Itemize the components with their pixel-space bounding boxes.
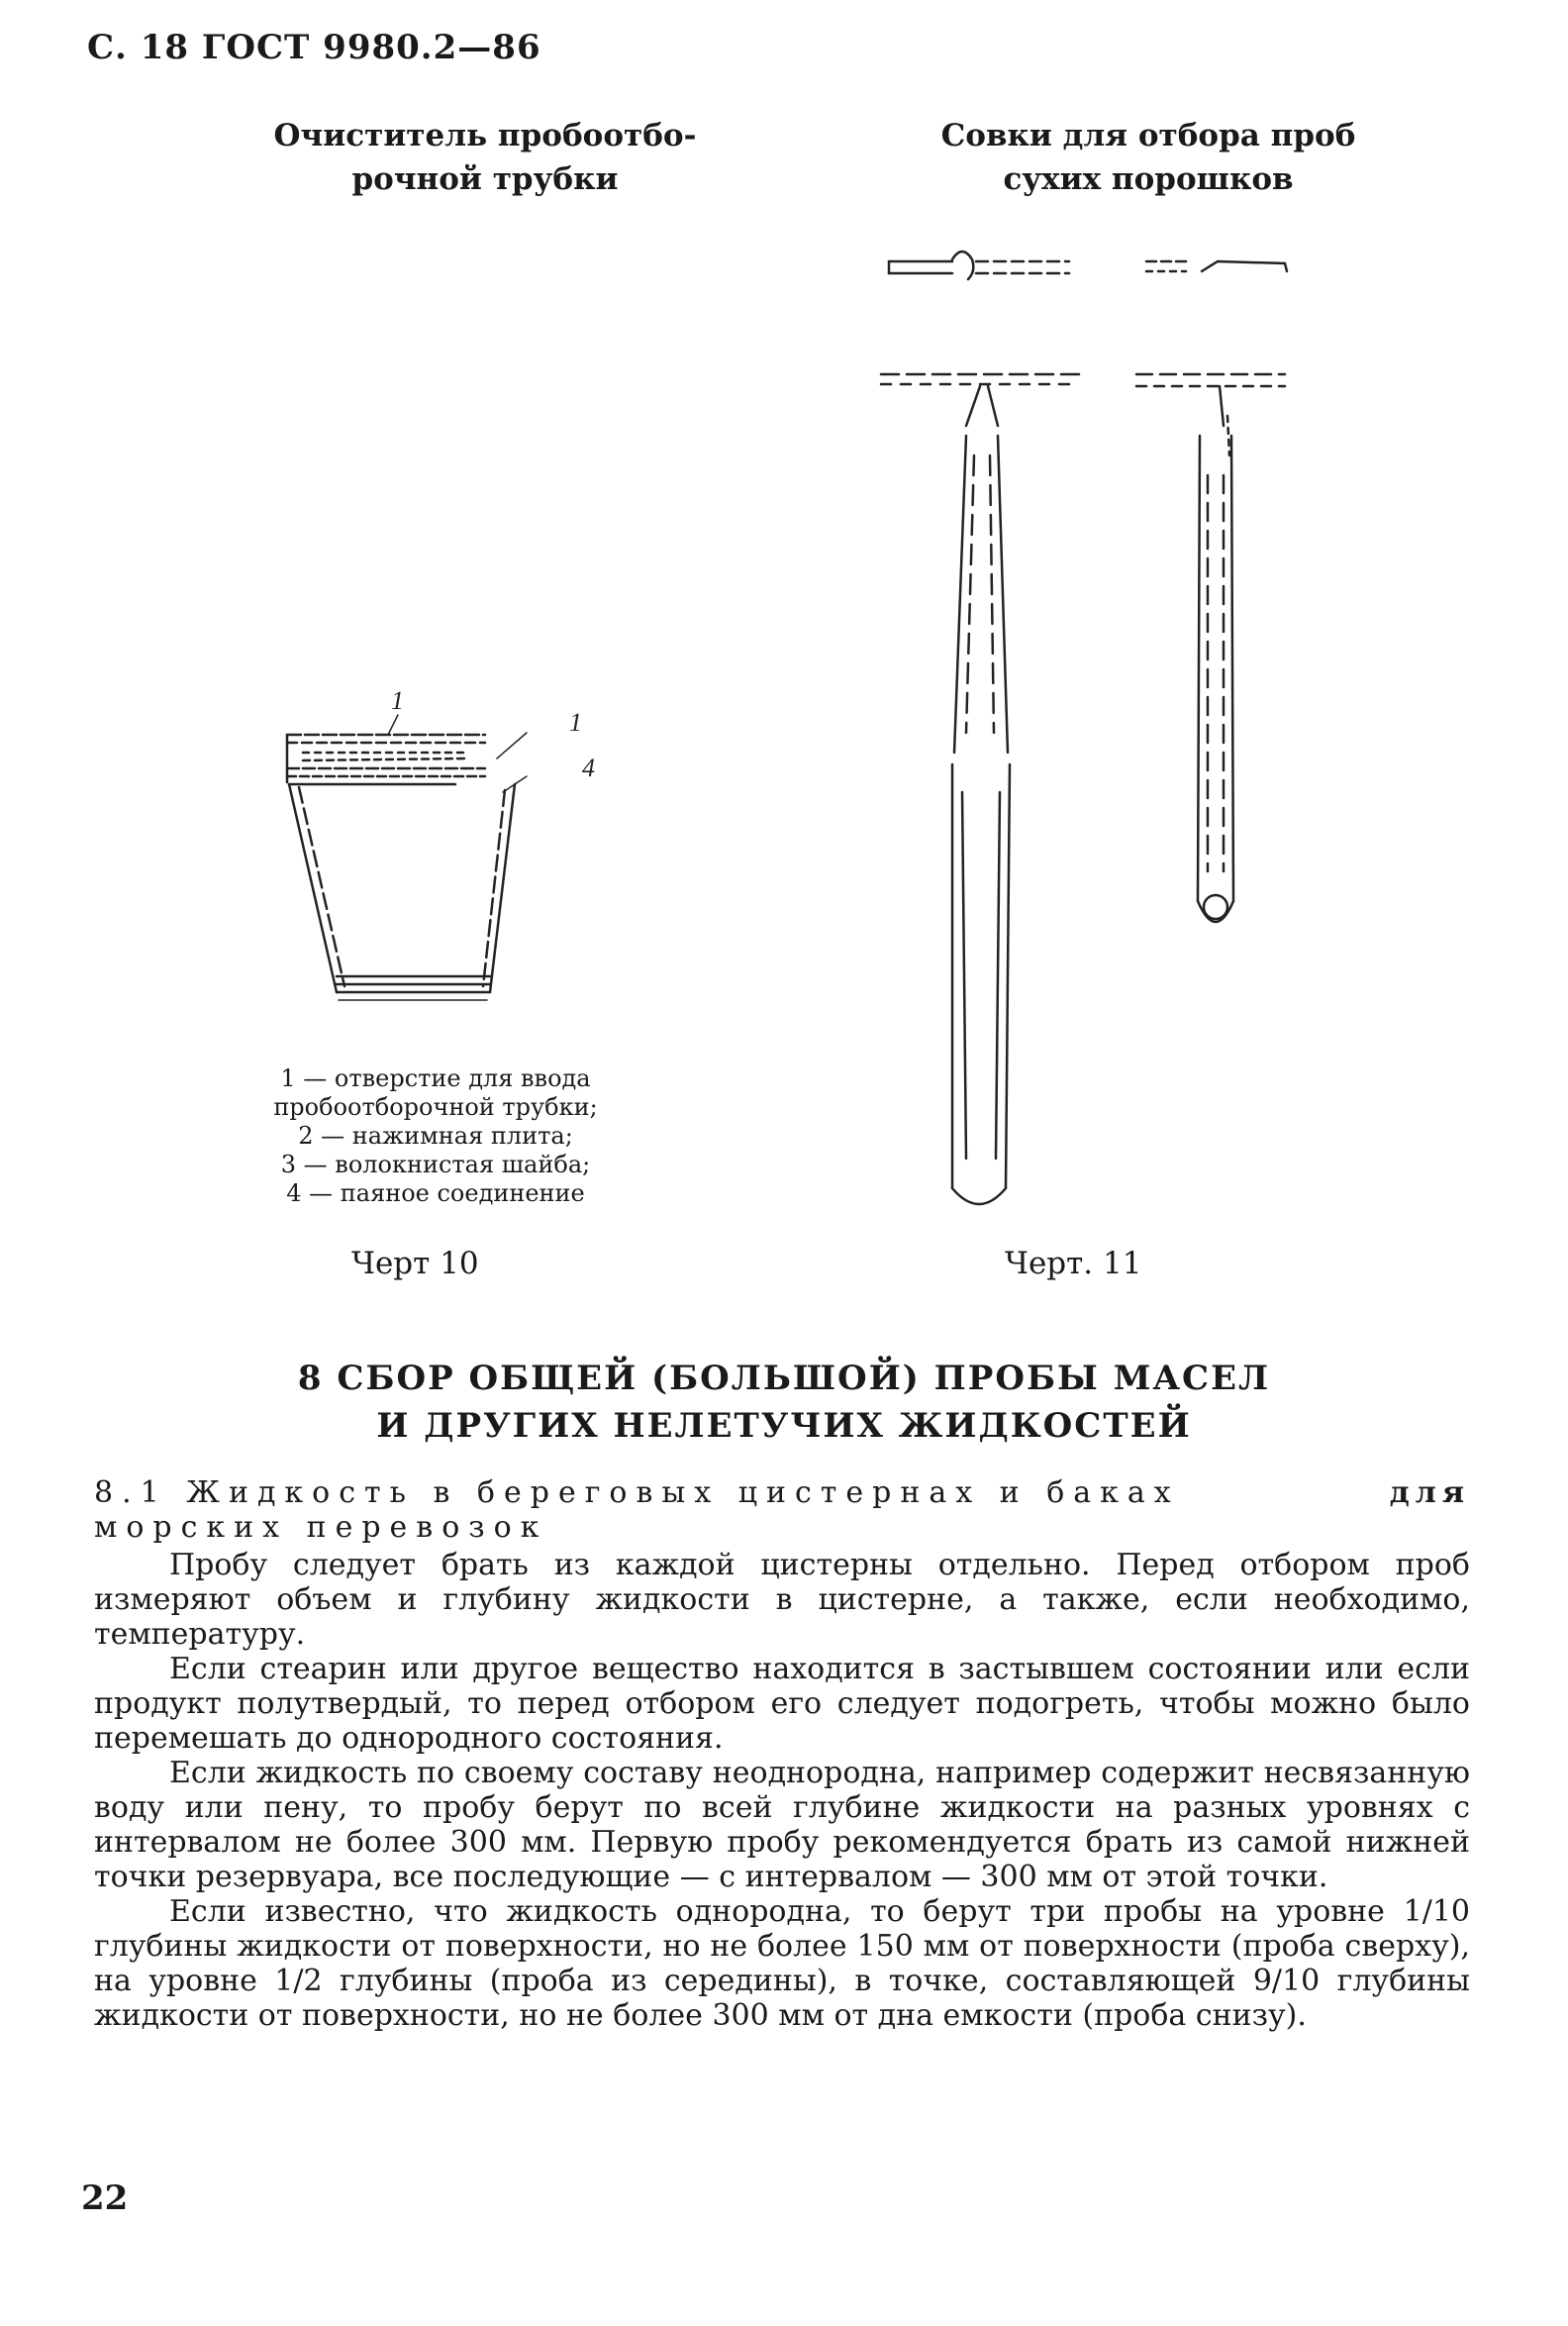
figure-10-caption: Черт 10 xyxy=(351,1246,479,1281)
figure-11-title-line2: сухих порошков xyxy=(1003,161,1294,197)
figure-10-drawing xyxy=(267,673,624,1030)
legend-line: 2 — нажимная плита; xyxy=(298,1122,573,1150)
figure-10-title-line2: рочной трубки xyxy=(351,161,619,197)
legend-line: 4 — паяное соединение xyxy=(286,1179,585,1207)
subsection-heading-lead: 8.1 Жидкость в береговых цистернах и баках xyxy=(94,1475,1180,1510)
legend-line: 3 — волокнистая шайба; xyxy=(280,1151,591,1178)
paragraph: Если жидкость по своему составу неоднородна, например содержит несвязанную воду или пену, то пробу берут по всей глубине жидкости на разных уровнях с интервалом не более 300 мм. Первую пробу рекомендуется брать из самой нижней точки резервуара, все последующие — с интервалом — 300 мм от этой точки. xyxy=(94,1756,1470,1894)
subsection-heading-line2: морских перевозок xyxy=(94,1510,548,1545)
figure-11-title xyxy=(891,114,1406,201)
paragraph: Если стеарин или другое вещество находится в застывшем состоянии или если продукт полутвердый, то перед отбором его следует подогреть, чтобы можно было перемешать до однородного состояния. xyxy=(94,1652,1470,1756)
figure-11-drawing xyxy=(871,238,1326,1208)
figure-11-caption: Черт. 11 xyxy=(1005,1246,1142,1281)
section-title-line2: И ДРУГИХ НЕЛЕТУЧИХ ЖИДКОСТЕЙ xyxy=(376,1406,1192,1446)
page-header: С. 18 ГОСТ 9980.2—86 xyxy=(87,28,541,67)
subsection-heading xyxy=(94,1475,1470,1545)
figure-10-title xyxy=(247,114,723,201)
body-text xyxy=(94,1548,1470,2033)
section-title xyxy=(99,1355,1469,1450)
callout-4: 4 xyxy=(582,754,595,782)
section-title-line1: 8 СБОР ОБЩЕЙ (БОЛЬШОЙ) ПРОБЫ МАСЕЛ xyxy=(297,1359,1271,1398)
paragraph: Если известно, что жидкость однородна, то берут три пробы на уровне 1/10 глубины жидкости от поверхности, но не более 150 мм от поверхности (проба сверху), на уровне 1/2 глубины (проба из середины), в точке, составляющей 9/10 глубины жидкости от поверхности, но не более 300 мм от дна емкости (проба снизу). xyxy=(94,1894,1470,2033)
legend-line: 1 — отверстие для ввода xyxy=(280,1064,591,1092)
callout-1-right: 1 xyxy=(569,708,582,737)
legend-line: пробоотборочной трубки; xyxy=(273,1093,598,1121)
subsection-heading-tail: для xyxy=(1389,1475,1470,1510)
figure-11-title-line1: Совки для отбора проб xyxy=(940,118,1356,153)
paragraph: Пробу следует брать из каждой цистерны отдельно. Перед отбором проб измеряют объем и глубину жидкости в цистерне, а также, если необходимо, температуру. xyxy=(94,1548,1470,1652)
page-number: 22 xyxy=(81,2178,129,2218)
figure-10-legend xyxy=(198,1064,673,1208)
figure-10-title-line1: Очиститель пробоотбо- xyxy=(273,118,697,153)
callout-1-top: 1 xyxy=(391,686,404,715)
